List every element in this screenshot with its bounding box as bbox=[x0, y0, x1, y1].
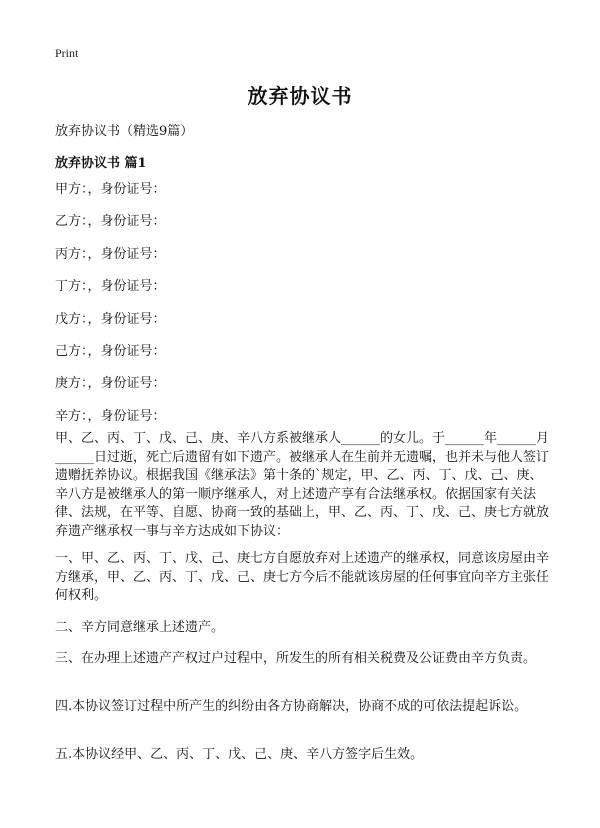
party-line: 辛方：，身份证号： bbox=[55, 408, 166, 424]
party-line: 庚方：，身份证号： bbox=[55, 376, 166, 392]
document-title: 放弃协议书 bbox=[247, 84, 353, 108]
party-line: 丙方：，身份证号： bbox=[55, 246, 166, 262]
clause-5: 五.本协议经甲、乙、丙、丁、戊、己、庚、辛八方签字后生效。 bbox=[55, 747, 424, 762]
party-line: 戊方：，身份证号： bbox=[55, 311, 166, 327]
party-list bbox=[55, 180, 166, 439]
clause-1: 一、甲、乙、丙、丁、戊、己、庚七方自愿放弃对上述遗产的继承权，同意该房屋由辛方继承，甲、乙、丙、丁、戊、己、庚七方今后不能就该房屋的任何事宜向辛方主张任何权利。 bbox=[55, 551, 550, 603]
document-subtitle: 放弃协议书（精选9篇） bbox=[55, 124, 194, 139]
party-line: 乙方：，身份证号： bbox=[55, 214, 166, 230]
clause-3: 三、在办理上述遗产产权过户过程中，所发生的所有相关税费及公证费由辛方负责。 bbox=[55, 651, 537, 666]
party-line: 丁方：，身份证号： bbox=[55, 279, 166, 295]
clause-2: 二、辛方同意继承上述遗产。 bbox=[55, 620, 225, 635]
party-line: 甲方：，身份证号： bbox=[55, 182, 166, 197]
party-line: 己方：，身份证号： bbox=[55, 343, 166, 359]
clause-4: 四.本协议签订过程中所产生的纠纷由各方协商解决，协商不成的可依法提起诉讼。 bbox=[55, 699, 528, 714]
section-heading: 放弃协议书 篇1 bbox=[55, 156, 147, 171]
print-label: Print bbox=[55, 46, 79, 60]
intro-paragraph: 甲、乙、丙、丁、戊、己、庚、辛八方系被继承人______的女儿。于______年______月______日过逝，死亡后遗留有如下遗产。被继承人在生前并无遗嘱，也并未与他人签订遗赠抚养协议。根据我国《继承法》第十条的`规定，甲、乙、丙、丁、戊、己、庚、辛八方是被继承人的第一顺序继承人，对上述遗产享有合法继承权。依据国家有关法律、法规，在平等、自愿、协商一致的基础上，甲、乙、丙、丁、戊、己、庚七方就放弃遗产继承权一事与辛方达成如下协议： bbox=[55, 431, 550, 539]
